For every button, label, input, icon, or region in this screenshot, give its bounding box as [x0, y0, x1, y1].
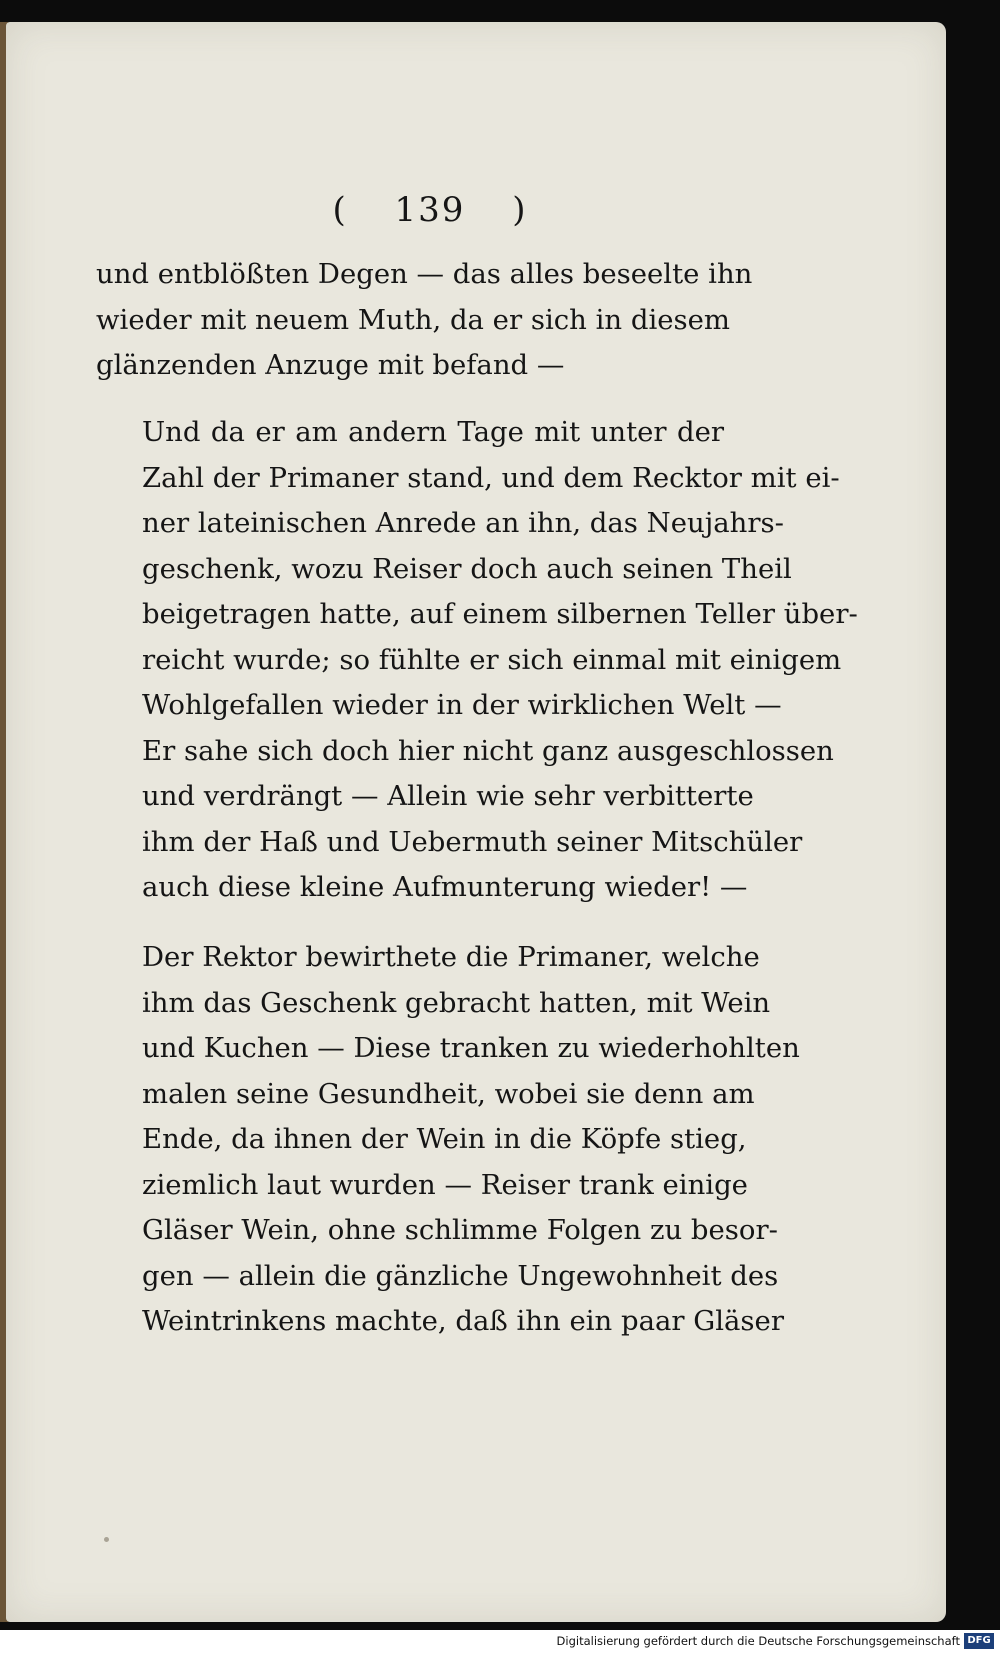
text-line: ner lateinischen Anrede an ihn, das Neujahrs-	[142, 507, 784, 539]
page-number-close-paren: )	[512, 190, 528, 230]
text-line: ihm der Haß und Uebermuth seiner Mitschüler	[142, 825, 803, 858]
text-line: Ende, da ihnen der Wein in die Köpfe stieg,	[142, 1123, 747, 1155]
text-line: malen seine Gesundheit, wobei sie denn am	[142, 1077, 755, 1110]
page-number-value: 139	[394, 190, 466, 230]
text-line: Weintrinkens machte, daß ihn ein paar Gläser	[142, 1305, 784, 1337]
text-line: wieder mit neuem Muth, da er sich in diesem	[96, 303, 730, 336]
text-line: Wohlgefallen wieder in der wirklichen Welt —	[142, 689, 782, 721]
text-line: auch diese kleine Aufmunterung wieder! —	[142, 871, 748, 903]
page-number-open-paren: (	[332, 190, 348, 230]
text-line: ziemlich laut wurden — Reiser trank einige	[142, 1168, 748, 1201]
text-line: geschenk, wozu Reiser doch auch seinen Theil	[142, 552, 792, 585]
dfg-logo: DFG	[964, 1633, 994, 1649]
text-line: und verdrängt — Allein wie sehr verbitterte	[142, 780, 754, 812]
footer-bar	[0, 1630, 1000, 1654]
page-number	[0, 190, 860, 230]
text-line: Gläser Wein, ohne schlimme Folgen zu besor-	[142, 1214, 778, 1246]
text-line: beigetragen hatte, auf einem silbernen Teller über-	[142, 598, 858, 630]
digitization-credit: Digitalisierung gefördert durch die Deutsche Forschungsgemeinschaft	[556, 1634, 960, 1648]
paragraph-1	[96, 252, 753, 389]
text-line: Er sahe sich doch hier nicht ganz ausgeschlossen	[142, 734, 834, 767]
paper-speck	[104, 1537, 109, 1542]
text-line: Zahl der Primaner stand, und dem Recktor mit ei-	[142, 461, 840, 494]
text-line: ihm das Geschenk gebracht hatten, mit Wein	[142, 986, 771, 1019]
text-line: gen — allein die gänzliche Ungewohnheit des	[142, 1259, 779, 1292]
text-line: reicht wurde; so fühlte er sich einmal mit einigem	[142, 643, 842, 676]
text-line: Und da er am andern Tage mit unter der	[142, 416, 724, 448]
text-line: Der Rektor bewirthete die Primaner, welche	[142, 941, 760, 973]
paragraph-3	[96, 935, 800, 1345]
paragraph-2	[96, 410, 858, 911]
text-line: glänzenden Anzuge mit befand —	[96, 349, 565, 381]
text-line: und entblößten Degen — das alles beseelte ihn	[96, 258, 753, 290]
text-line: und Kuchen — Diese tranken zu wiederhohlten	[142, 1032, 800, 1064]
